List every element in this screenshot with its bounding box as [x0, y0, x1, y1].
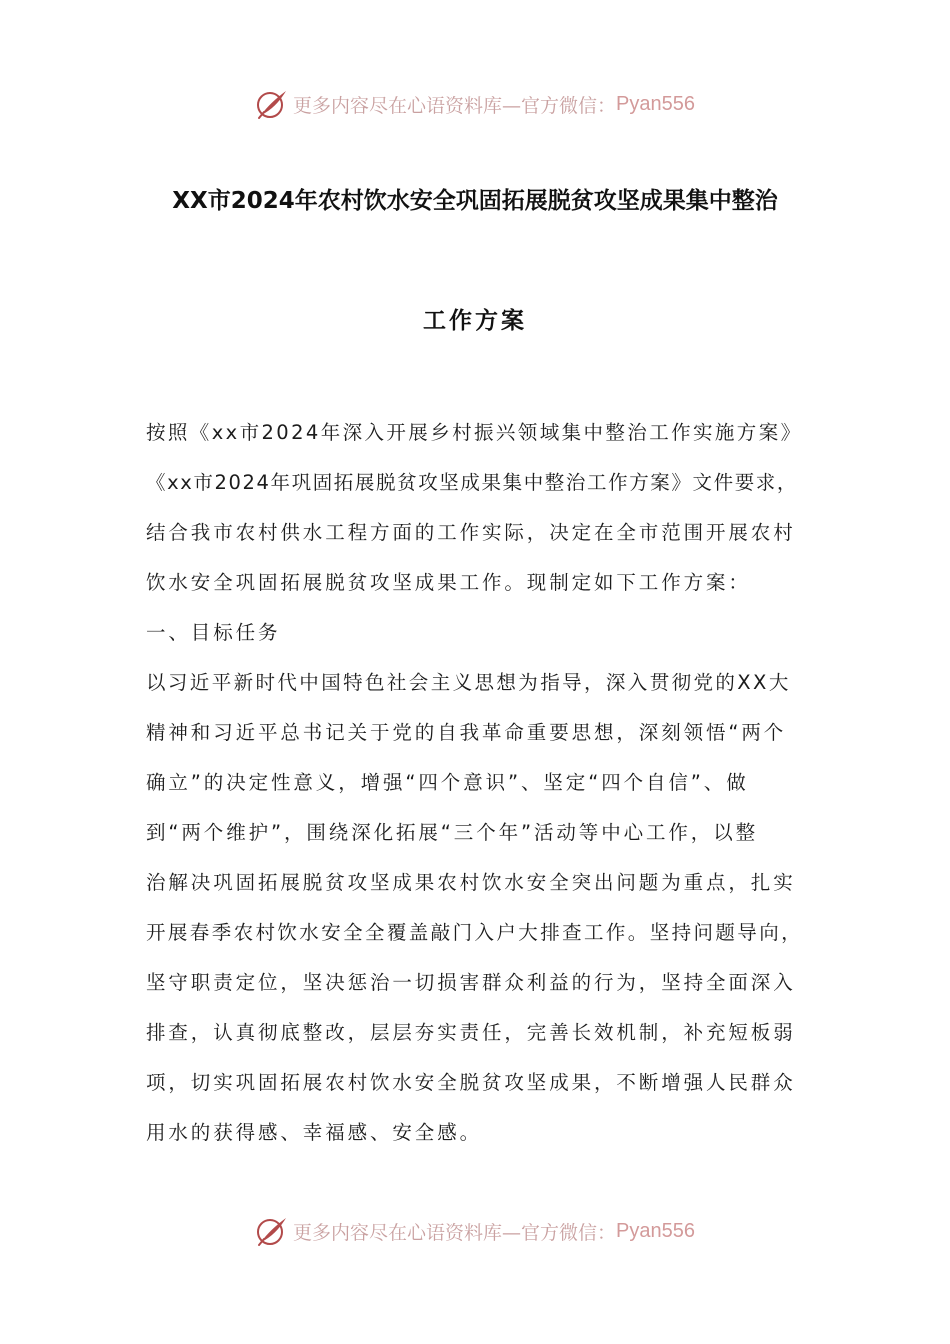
banner-text: 更多内容尽在心语资料库—官方微信： [293, 94, 617, 117]
body-line-1: 按照《xx市2024年深入开展乡村振兴领域集中整治工作实施方案》 [146, 421, 803, 444]
body-line-10: 治解决巩固拓展脱贫攻坚成果农村饮水安全突出问题为重点，扎实 [146, 871, 796, 894]
footer-watermark-banner [0, 1211, 950, 1251]
feather-logo-icon [255, 1214, 289, 1248]
body-line-7: 精神和习近平总书记关于党的自我革命重要思想，深刻领悟“两个 [146, 721, 787, 744]
banner-wechat-id: Pyan556 [616, 1219, 695, 1242]
body-line-11: 开展春季农村饮水安全全覆盖敲门入户大排查工作。坚持问题导向， [146, 921, 804, 944]
body-line-3: 结合我市农村供水工程方面的工作实际，决定在全市范围开展农村 [146, 521, 796, 544]
document-title-line2: 工作方案 [423, 308, 527, 334]
header-watermark-banner [0, 84, 950, 124]
banner-wechat-id: Pyan556 [616, 92, 695, 115]
section-heading-goals: 一、目标任务 [146, 621, 281, 644]
body-line-13: 排查，认真彻底整改，层层夯实责任，完善长效机制，补充短板弱 [146, 1021, 796, 1044]
document-body [146, 408, 816, 1158]
body-line-4: 饮水安全巩固拓展脱贫攻坚成果工作。现制定如下工作方案： [146, 571, 751, 594]
banner-text: 更多内容尽在心语资料库—官方微信： [293, 1221, 617, 1244]
body-line-2: 《xx市2024年巩固拓展脱贫攻坚成果集中整治工作方案》文件要求， [146, 471, 799, 494]
document-title-line1: XX市2024年农村饮水安全巩固拓展脱贫攻坚成果集中整治 [172, 188, 778, 214]
feather-logo-icon [255, 87, 289, 121]
body-line-14: 项，切实巩固拓展农村饮水安全脱贫攻坚成果，不断增强人民群众 [146, 1071, 796, 1094]
body-line-9: 到“两个维护”，围绕深化拓展“三个年”活动等中心工作，以整 [146, 821, 759, 844]
body-line-6: 以习近平新时代中国特色社会主义思想为指导，深入贯彻党的XX大 [146, 671, 791, 694]
body-line-8: 确立”的决定性意义，增强“四个意识”、坚定“四个自信”、做 [146, 771, 749, 794]
body-line-12: 坚守职责定位，坚决惩治一切损害群众利益的行为，坚持全面深入 [146, 971, 796, 994]
body-line-15: 用水的获得感、幸福感、安全感。 [146, 1121, 483, 1144]
